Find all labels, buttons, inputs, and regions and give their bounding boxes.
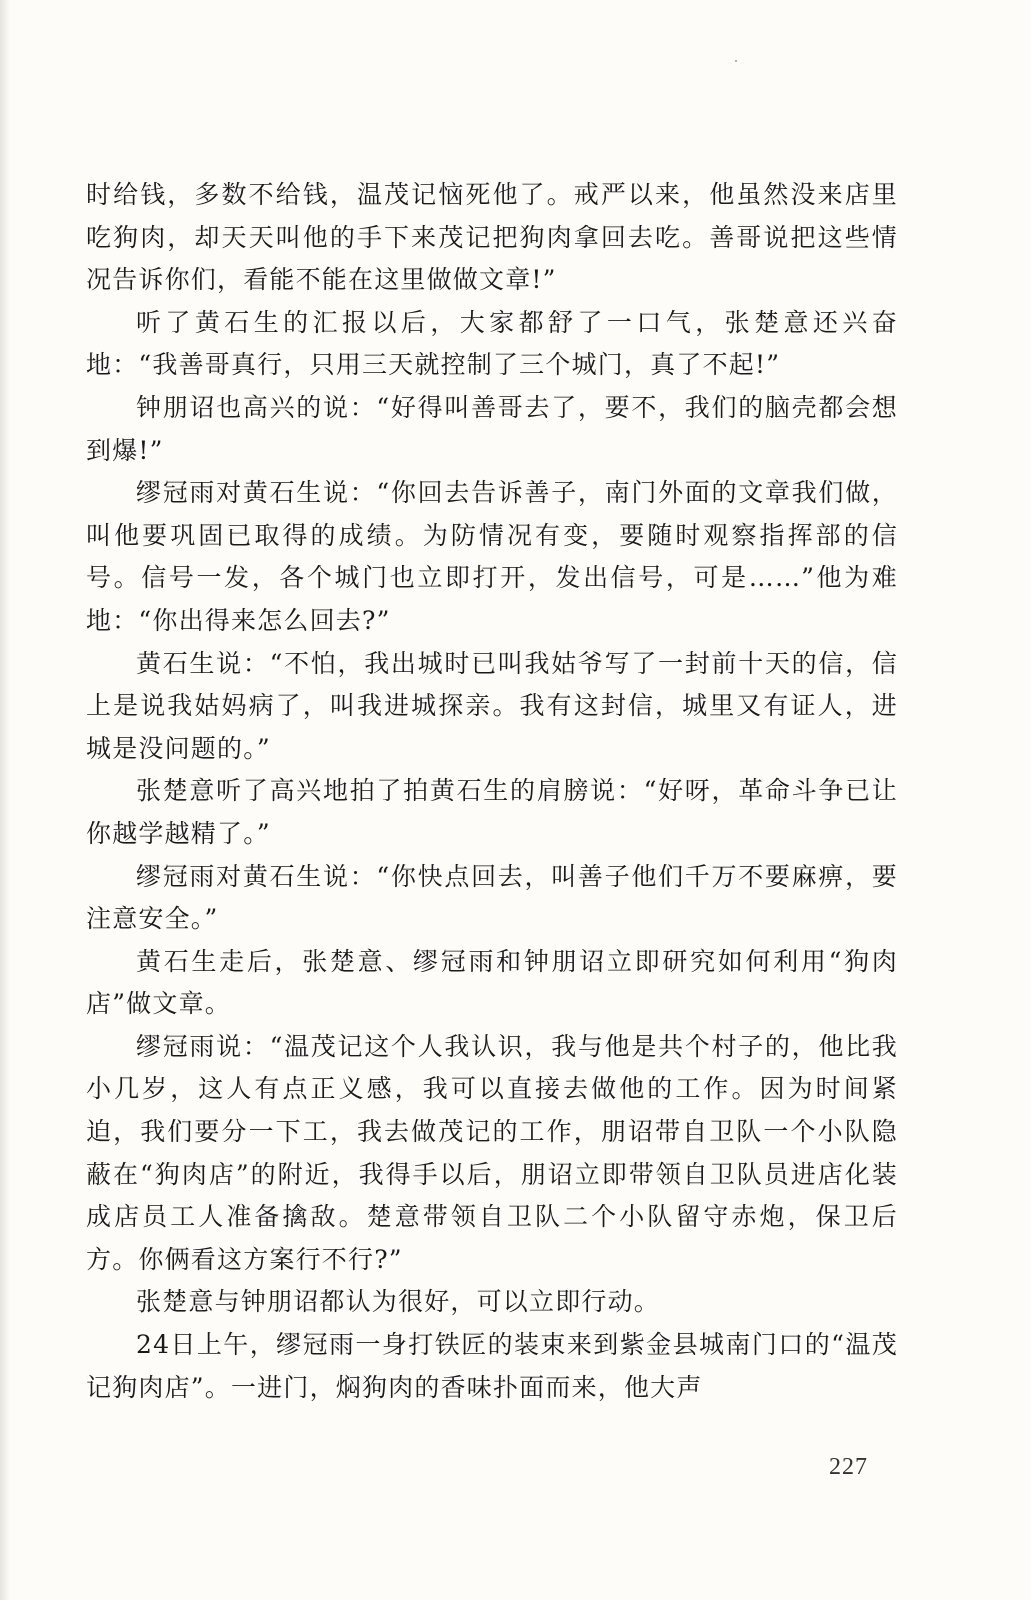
paragraph-7: 缪冠雨对黄石生说：“你快点回去，叫善子他们千万不要麻痹，要注意安全。” [86, 861, 898, 934]
page-number: 227 [829, 1454, 868, 1480]
paragraph-2: 听了黄石生的汇报以后，大家都舒了一口气，张楚意还兴奋地：“我善哥真行，只用三天就控制了三个城门，真了不起!” [86, 307, 898, 380]
paragraph-5: 黄石生说：“不怕，我出城时已叫我姑爷写了一封前十天的信，信上是说我姑妈病了，叫我进城探亲。我有这封信，城里又有证人，进城是没问题的。” [86, 648, 898, 763]
paragraph-6: 张楚意听了高兴地拍了拍黄石生的肩膀说：“好呀，革命斗争已让你越学越精了。” [86, 776, 898, 848]
page-edge-shadow [0, 0, 10, 1600]
paragraph-9: 缪冠雨说：“温茂记这个人我认识，我与他是共个村子的，他比我小几岁，这人有点正义感，我可以直接去做他的工作。因为时间紧迫，我们要分一下工，我去做茂记的工作，朋诏带自卫队一个小队隐蔽在“狗肉店”的附近，我得手以后，朋诏立即带领自卫队员进店化装成店员工人准备擒敌。楚意带领自卫队二个小队留守赤炮，保卫后方。你俩看这方案行不行?” [86, 1031, 898, 1274]
paragraph-8: 黄石生走后，张楚意、缪冠雨和钟朋诏立即研究如何利用“狗肉店”做文章。 [86, 946, 898, 1019]
scan-speck [735, 60, 737, 62]
body-text [86, 174, 898, 1409]
paragraph-11: 24日上午，缪冠雨一身打铁匠的装束来到紫金县城南门口的“温茂记狗肉店”。一进门，焖狗肉的香味扑面而来，他大声 [86, 1330, 898, 1402]
paragraph-3: 钟朋诏也高兴的说：“好得叫善哥去了，要不，我们的脑壳都会想到爆!” [86, 392, 898, 465]
paragraph-4: 缪冠雨对黄石生说：“你回去告诉善子，南门外面的文章我们做，叫他要巩固已取得的成绩。为防情况有变，要随时观察指挥部的信号。信号一发，各个城门也立即打开，发出信号，可是……”他为难地：“你出得来怎么回去?” [86, 478, 898, 635]
paragraph-10: 张楚意与钟朋诏都认为很好，可以立即行动。 [136, 1287, 661, 1317]
paragraph-1: 时给钱，多数不给钱，温茂记恼死他了。戒严以来，他虽然没来店里吃狗肉，却天天叫他的手下来茂记把狗肉拿回去吃。善哥说把这些情况告诉你们，看能不能在这里做做文章!” [86, 180, 898, 295]
